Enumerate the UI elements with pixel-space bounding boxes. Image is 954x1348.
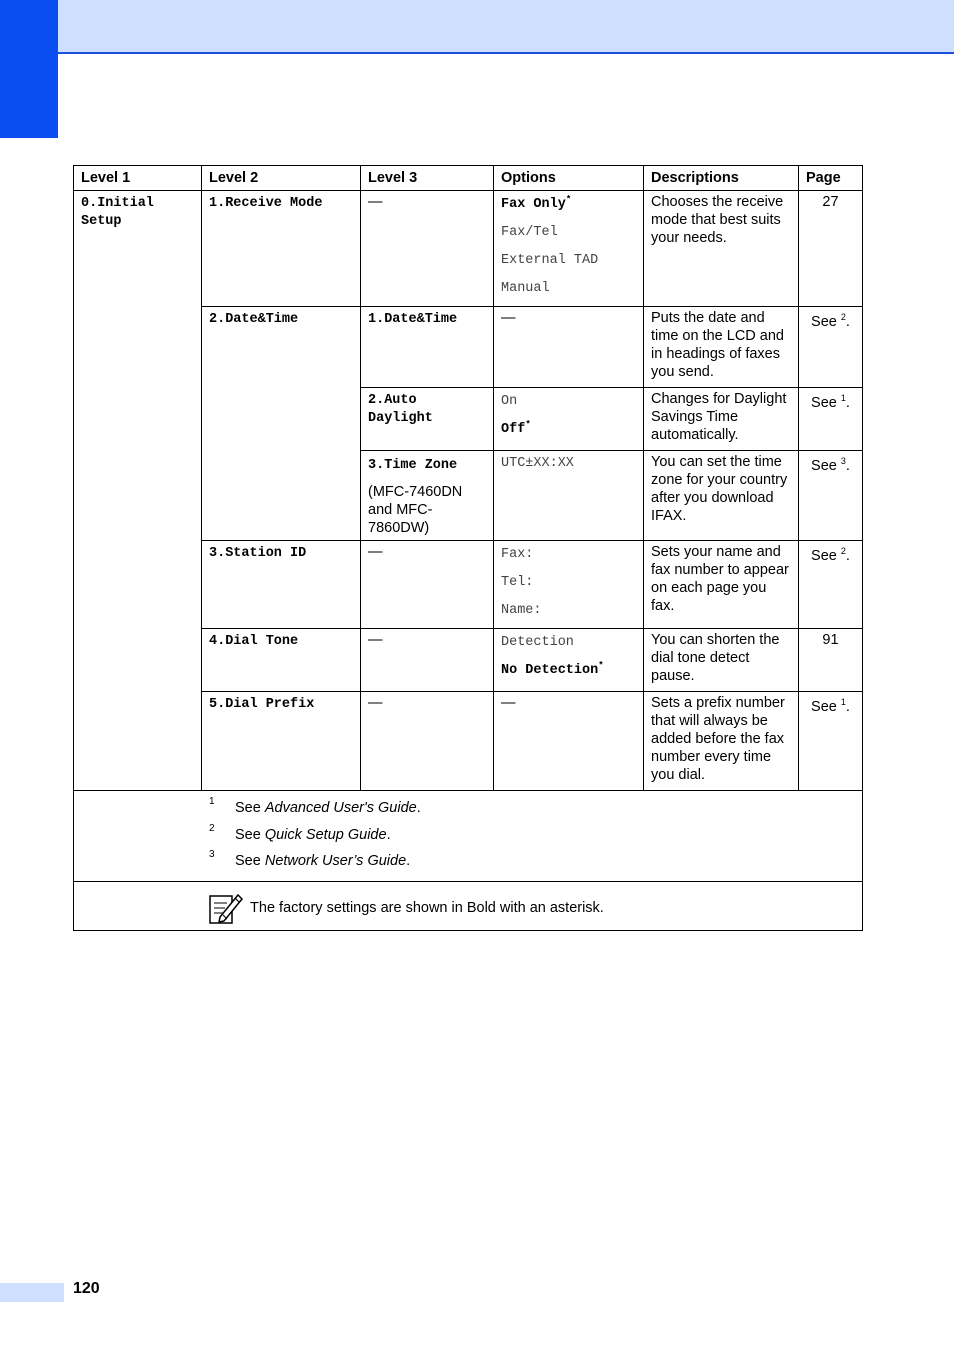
page-cell: 91 xyxy=(799,629,863,692)
note-row xyxy=(74,881,863,930)
description-cell: Changes for Daylight Savings Time automatically. xyxy=(644,388,799,451)
level3-cell: — xyxy=(361,191,494,307)
note-cell xyxy=(74,881,863,930)
description-cell: Chooses the receive mode that best suits your needs. xyxy=(644,191,799,307)
header-band xyxy=(0,0,954,54)
page-cell: See $^2$. xyxy=(799,307,863,388)
footnote-1: 1 See Advanced User's Guide. xyxy=(209,796,421,816)
header-level2: Level 2 xyxy=(202,166,361,191)
option-fax-only: Fax Only* xyxy=(501,194,572,212)
option-utc: UTC±XX:XX xyxy=(494,451,644,541)
footnote-2: 2 See Quick Setup Guide. xyxy=(209,822,391,843)
option-name: Name: xyxy=(501,603,542,618)
page-number-bar xyxy=(0,1283,64,1302)
options-cell xyxy=(494,629,644,692)
option-no-detection: No Detection* xyxy=(501,660,604,678)
table-header-row xyxy=(74,166,863,191)
level3-cell: — xyxy=(361,692,494,791)
page-number: 120 xyxy=(73,1280,100,1297)
description-cell: Sets a prefix number that will always be added before the fax number every time you dial. xyxy=(644,692,799,791)
option-off: Off* xyxy=(501,419,531,437)
note-pencil-icon xyxy=(208,890,244,926)
level3-cell: — xyxy=(361,629,494,692)
options-cell xyxy=(494,388,644,451)
settings-table xyxy=(73,165,863,931)
level3-time-zone: 3.Time Zone xyxy=(368,458,458,473)
footnote-3: 3 See Network User’s Guide. xyxy=(209,849,411,869)
description-cell: Puts the date and time on the LCD and in headings of faxes you send. xyxy=(644,307,799,388)
model-note: (MFC-7460DN and MFC-7860DW) xyxy=(368,484,463,536)
header-descriptions: Descriptions xyxy=(644,166,799,191)
level2-dial-prefix: 5.Dial Prefix xyxy=(202,692,361,791)
option-fax: Fax: xyxy=(501,547,534,562)
level2-date-time: 2.Date&Time xyxy=(202,307,361,541)
option-on: On xyxy=(501,394,518,409)
page-cell: See $^1$. xyxy=(799,692,863,791)
option-external-tad: External TAD xyxy=(501,253,599,268)
level2-dial-tone: 4.Dial Tone xyxy=(202,629,361,692)
description-cell: You can shorten the dial tone detect pause. xyxy=(644,629,799,692)
option-detection: Detection xyxy=(501,635,574,650)
footnotes-row xyxy=(74,791,863,882)
footnotes-cell xyxy=(74,791,863,882)
level3-cell: — xyxy=(361,541,494,629)
level3-time-zone-cell xyxy=(361,451,494,541)
header-page: Page xyxy=(799,166,863,191)
options-cell: — xyxy=(494,307,644,388)
header-level3: Level 3 xyxy=(361,166,494,191)
description-cell: You can set the time zone for your country after you download IFAX. xyxy=(644,451,799,541)
page-cell: 27 xyxy=(799,191,863,307)
page-cell: See $^2$. xyxy=(799,541,863,629)
header-level1: Level 1 xyxy=(74,166,202,191)
options-cell: — xyxy=(494,692,644,791)
level1-initial-setup: 0.Initial Setup xyxy=(74,191,202,791)
level3-date-time: 1.Date&Time xyxy=(361,307,494,388)
page-cell: See $^3$. xyxy=(799,451,863,541)
page-cell: See $^1$. xyxy=(799,388,863,451)
option-manual: Manual xyxy=(501,281,550,296)
level2-station-id: 3.Station ID xyxy=(202,541,361,629)
table-row xyxy=(74,191,863,307)
header-options: Options xyxy=(494,166,644,191)
chapter-tab xyxy=(0,0,58,138)
description-cell: Sets your name and fax number to appear on each page you fax. xyxy=(644,541,799,629)
option-tel: Tel: xyxy=(501,575,534,590)
level3-auto-daylight: 2.Auto Daylight xyxy=(361,388,494,451)
options-cell xyxy=(494,191,644,307)
options-cell xyxy=(494,541,644,629)
level2-receive-mode: 1.Receive Mode xyxy=(202,191,361,307)
option-fax-tel: Fax/Tel xyxy=(501,225,558,240)
note-text: The factory settings are shown in Bold with an asterisk. xyxy=(250,899,604,916)
